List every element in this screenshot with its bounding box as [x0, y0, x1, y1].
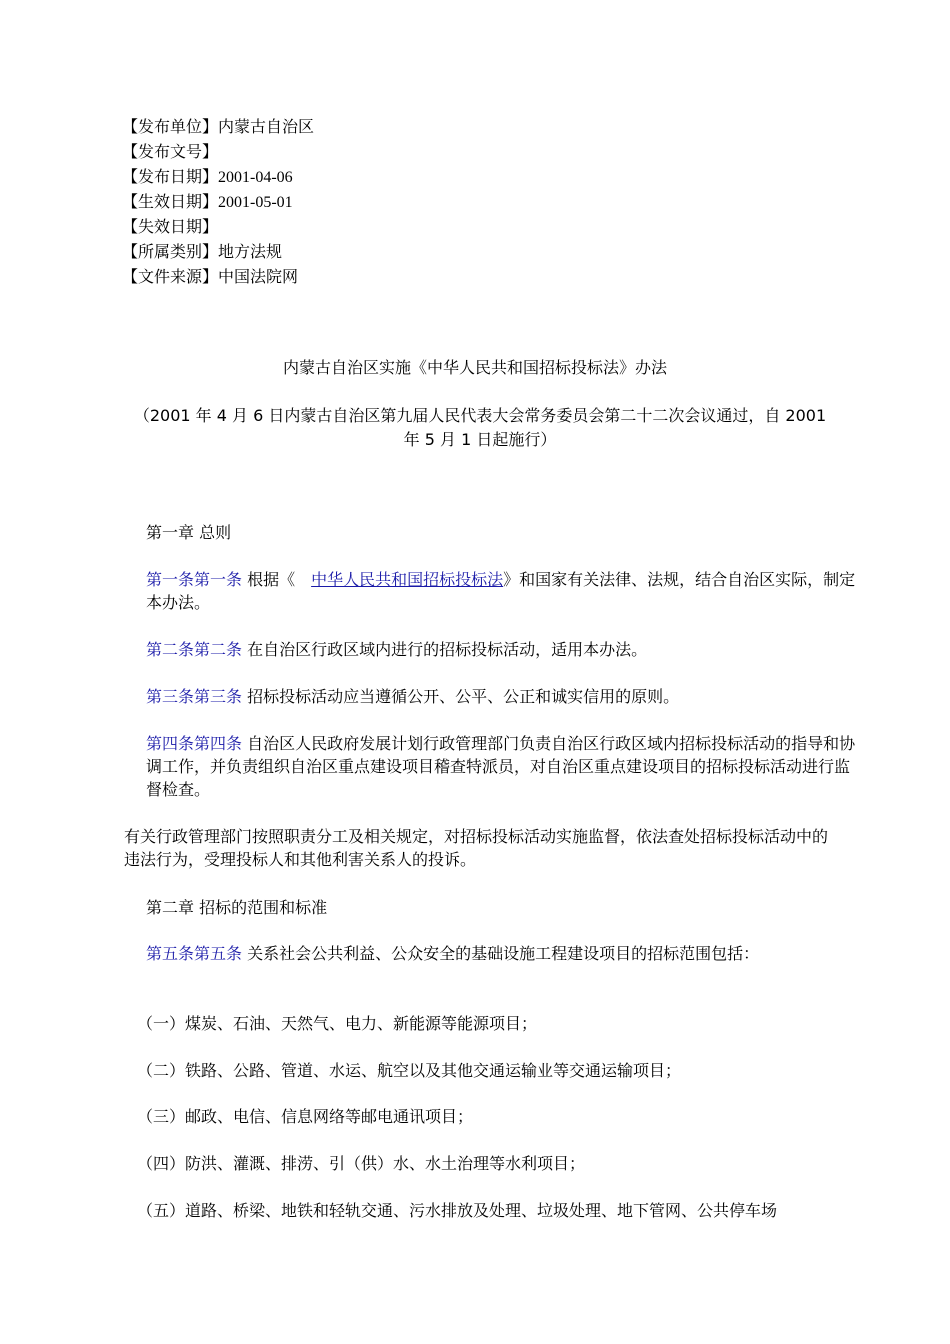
list-item: （四）防洪、灌溉、排涝、引（供）水、水土治理等水利项目； — [137, 1154, 586, 1173]
article-text: 自治区人民政府发展计划行政管理部门负责自治区行政区域内招标投标活动的指导和协调工作，并负责组织自治区重点建设项目稽查特派员，对自治区重点建设项目的招标投标活动进行监督检查。 — [146, 734, 856, 799]
chapter-heading: 第二章 招标的范围和标准 — [146, 898, 328, 917]
meta-value: 2001-04-06 — [218, 169, 293, 186]
article-label: 第五条第五条 — [146, 944, 243, 963]
meta-label: 【发布文号】 — [122, 142, 219, 161]
meta-value: 中国法院网 — [218, 267, 299, 286]
meta-label: 【失效日期】 — [122, 217, 219, 236]
article-label: 第三条第三条 — [146, 687, 243, 706]
meta-value: 2001-05-01 — [218, 194, 293, 211]
meta-value: 内蒙古自治区 — [218, 117, 315, 136]
document-title: 内蒙古自治区实施《中华人民共和国招标投标法》办法 — [282, 358, 667, 377]
meta-source — [122, 264, 314, 289]
article-text: 》和国家有关法律、法规，结合自治区实际，制定本办法。 — [146, 570, 856, 612]
meta-label: 【所属类别】 — [122, 242, 219, 261]
article-label: 第四条第四条 — [146, 734, 243, 753]
article-text: 在自治区行政区域内进行的招标投标活动，适用本办法。 — [242, 640, 648, 659]
law-link[interactable]: 中华人民共和国招标投标法 — [311, 570, 504, 589]
article-label: 第一条第一条 — [146, 570, 243, 589]
meta-issue-date — [122, 164, 314, 189]
meta-value: 地方法规 — [218, 242, 283, 261]
meta-issuer — [122, 114, 314, 139]
meta-doc-number — [122, 139, 314, 164]
document-metadata — [122, 114, 314, 289]
list-item: （一）煤炭、石油、天然气、电力、新能源等能源项目； — [137, 1014, 538, 1033]
article-text: 关系社会公共利益、公众安全的基础设施工程建设项目的招标范围包括： — [242, 944, 760, 963]
list-item: （五）道路、桥梁、地铁和轻轨交通、污水排放及处理、垃圾处理、地下管网、公共停车场 — [137, 1201, 778, 1220]
meta-label: 【文件来源】 — [122, 267, 219, 286]
meta-label: 【发布单位】 — [122, 117, 219, 136]
article-4 — [124, 732, 858, 801]
article-label: 第二条第二条 — [146, 640, 243, 659]
meta-expiry-date — [122, 214, 314, 239]
meta-label: 【生效日期】 — [122, 192, 219, 211]
article-text: 招标投标活动应当遵循公开、公平、公正和诚实信用的原则。 — [242, 687, 680, 706]
document-subtitle: （2001 年 4 月 6 日内蒙古自治区第九届人民代表大会常务委员会第二十二次会议通过，自 2001 年 5 月 1 日起施行） — [133, 406, 827, 449]
article-2 — [124, 638, 858, 661]
meta-label: 【发布日期】 — [122, 167, 219, 186]
list-item: （三）邮政、电信、信息网络等邮电通讯项目； — [137, 1107, 474, 1126]
list-item: （二）铁路、公路、管道、水运、航空以及其他交通运输业等交通运输项目； — [137, 1061, 682, 1080]
article-text: 根据《 — [242, 570, 312, 589]
article-1 — [124, 568, 858, 614]
article-4-paragraph-2: 有关行政管理部门按照职责分工及相关规定，对招标投标活动实施监督，依法查处招标投标活动中的违法行为，受理投标人和其他利害关系人的投诉。 — [124, 827, 829, 869]
meta-effective-date — [122, 189, 314, 214]
chapter-heading: 第一章 总则 — [146, 523, 232, 542]
article-5 — [124, 942, 858, 965]
meta-category — [122, 239, 314, 264]
article-3 — [124, 685, 858, 708]
